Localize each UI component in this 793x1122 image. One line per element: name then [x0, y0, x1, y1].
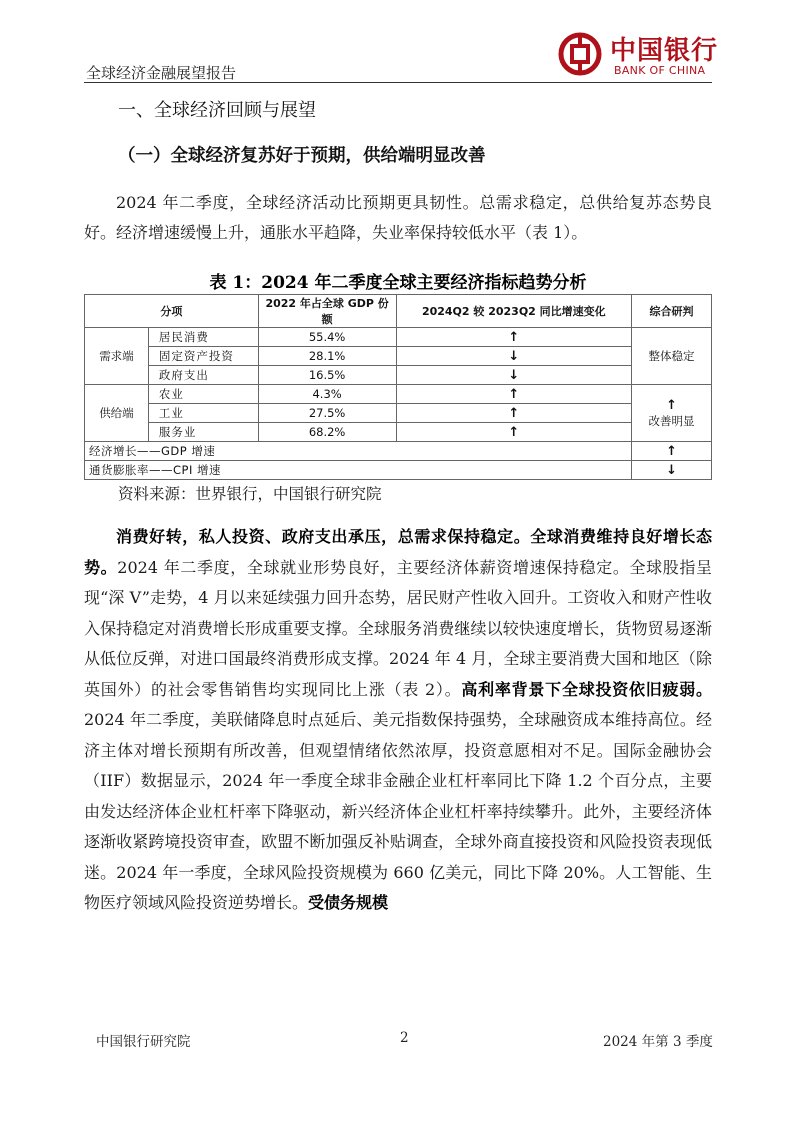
category-demand: 需求端: [85, 328, 149, 385]
header-share: 2022 年占全球 GDP 份额: [258, 295, 396, 328]
bank-emblem-icon: [558, 32, 602, 76]
text-consumption: 2024 年二季度，全球就业形势良好，主要经济体薪资增速保持稳定。全球股指呈现“深 V”走势，4 月以来延续强力回升态势，居民财产性收入回升。工资收入和财产性收入保持稳定对消费增长形成重要支撑。全球服务消费继续以较快速度增长，货物贸易逐渐从低位反弹，对进口国最终消费形成支撑。2024 年 4 月，全球主要消费大国和地区（除英国外）的社会零售销售均实现同比上涨（表 2）。: [84, 557, 712, 699]
table-source: 资料来源：世界银行，中国银行研究院: [118, 485, 382, 503]
row-item: 政府支出: [148, 366, 258, 385]
table-row: [85, 442, 712, 461]
text-investment: 2024 年二季度，美联储降息时点延后、美元指数保持强势，全球融资成本维持高位。经济主体对增长预期有所改善，但观望情绪依然浓厚，投资意愿相对不足。国际金融协会（IIF）数据显示，2024 年一季度全球非金融企业杠杆率同比下降 1.2 个百分点，主要由发达经济体企业杠杆率下降驱动，新兴经济体企业杠杆率持续攀升。此外，主要经济体逐渐收紧跨境投资审查，欧盟不断加强反补贴调查，全球外商直接投资和风险投资表现低迷。2024 年一季度，全球风险投资规模为 660 亿美元，同比下降 20%。人工智能、生物医疗领域风险投资逆势增长。: [84, 710, 712, 912]
overall-supply: [632, 385, 712, 442]
overall-supply-arrow: ↑: [666, 397, 677, 413]
growth-label: 经济增长——GDP 增速: [85, 442, 632, 461]
subsection-title: （一）全球经济复苏好于预期，供给端明显改善: [118, 146, 486, 166]
paragraph-intro: 2024 年二季度，全球经济活动比预期更具韧性。总需求稳定，总供给复苏态势良好。经济增速缓慢上升，通胀水平趋降，失业率保持较低水平（表 1）。: [84, 193, 712, 242]
page-number: 2: [400, 1030, 409, 1046]
row-change-arrow: ↓: [396, 366, 632, 385]
table-title: 表 1：2024 年二季度全球主要经济指标趋势分析: [209, 273, 587, 293]
bold-lead-investment: 高利率背景下全球投资依旧疲弱。: [461, 679, 712, 699]
table-row: [85, 328, 712, 347]
row-share: 16.5%: [258, 366, 396, 385]
row-item: 农业: [148, 385, 258, 404]
header-item: 分项: [85, 295, 259, 328]
table-row: [85, 385, 712, 404]
header-overall: 综合研判: [632, 295, 712, 328]
row-item: 固定资产投资: [148, 347, 258, 366]
overall-supply-label: 改善明显: [648, 413, 695, 428]
footer-period: 2024 年第 3 季度: [603, 1034, 713, 1050]
paragraph-demand-analysis: [84, 522, 712, 919]
footer-institute: 中国银行研究院: [96, 1034, 191, 1050]
growth-overall-arrow: ↑: [632, 442, 712, 461]
section-title: 一、全球经济回顾与展望: [118, 100, 316, 121]
row-share: 28.1%: [258, 347, 396, 366]
table-row: [85, 347, 712, 366]
report-title: 全球经济金融展望报告: [86, 64, 237, 82]
row-change-arrow: ↑: [396, 328, 632, 347]
table-row: [85, 423, 712, 442]
table-row: [85, 404, 712, 423]
row-change-arrow: ↓: [396, 347, 632, 366]
row-share: 68.2%: [258, 423, 396, 442]
row-item: 工业: [148, 404, 258, 423]
logo-chinese-name: 中国银行: [610, 36, 719, 66]
header-change: 2024Q2 较 2023Q2 同比增速变化: [396, 295, 632, 328]
row-change-arrow: ↑: [396, 404, 632, 423]
overall-demand: 整体稳定: [632, 328, 712, 385]
category-supply: 供给端: [85, 385, 149, 442]
table-row: [85, 366, 712, 385]
table-header-row: [85, 295, 712, 328]
row-change-arrow: ↑: [396, 385, 632, 404]
row-share: 27.5%: [258, 404, 396, 423]
row-share: 4.3%: [258, 385, 396, 404]
bold-lead-consumption: 消费好转，私人投资、政府支出承压，总需求保持稳定。全球消费维持良好增长态势。: [84, 527, 712, 577]
logo-english-name: BANK OF CHINA: [614, 64, 706, 77]
inflation-overall-arrow: ↓: [632, 461, 712, 480]
inflation-label: 通货膨胀率——CPI 增速: [85, 461, 632, 480]
row-share: 55.4%: [258, 328, 396, 347]
table-row: [85, 461, 712, 480]
indicator-table: [84, 294, 712, 480]
bank-logo: [558, 28, 718, 82]
bold-lead-debt: 受债务规模: [308, 893, 389, 912]
header-divider: [84, 82, 712, 83]
row-item: 服务业: [148, 423, 258, 442]
row-item: 居民消费: [148, 328, 258, 347]
row-change-arrow: ↑: [396, 423, 632, 442]
